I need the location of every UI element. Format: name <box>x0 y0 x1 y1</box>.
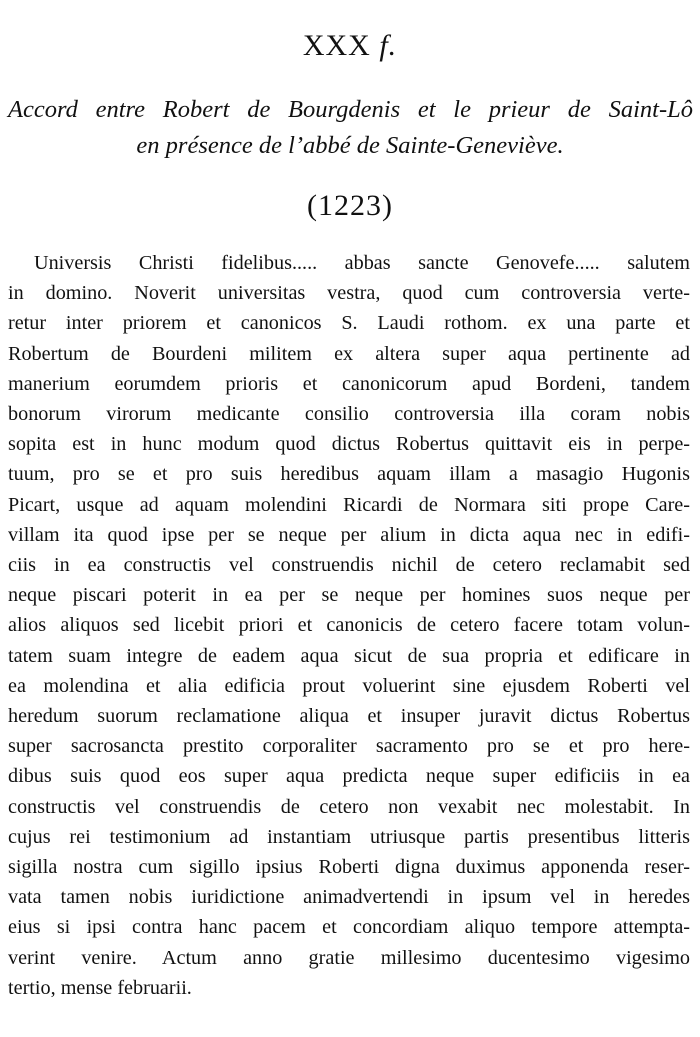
body-line: sopita est in hunc modum quod dictus Robertus quittavit eis in perpe- <box>8 433 690 456</box>
body-line: Picart, usque ad aquam molendini Ricardi de Normara siti prope Care- <box>8 493 690 516</box>
document-title-line-1: Accord entre Robert de Bourgdenis et le prieur de Saint-Lô <box>8 96 693 123</box>
document-title <box>0 92 700 164</box>
body-line: bonorum virorum medicante consilio controversia illa coram nobis <box>8 403 690 426</box>
document-number-suffix: f. <box>379 29 398 62</box>
body-line: alios aliquos sed licebit priori et canonicis de cetero facere totam volun- <box>8 614 690 637</box>
document-body <box>8 248 690 1003</box>
body-line: neque piscari poterit in ea per se neque per homines suos neque per <box>8 584 690 607</box>
body-line: tertio, mense februarii. <box>8 976 192 999</box>
body-line: manerium eorumdem prioris et canonicorum apud Bordeni, tandem <box>8 372 690 395</box>
body-line: ciis in ea constructis vel construendis nichil de cetero reclamabit sed <box>8 554 690 577</box>
body-line: cujus rei testimonium ad instantiam utriusque partis presentibus litteris <box>8 825 690 848</box>
body-line: constructis vel construendis de cetero non vexabit nec molestabit. In <box>8 795 690 818</box>
body-line: retur inter priorem et canonicos S. Laudi rothom. ex una parte et <box>8 312 690 335</box>
body-line: sigilla nostra cum sigillo ipsius Roberti digna duximus apponenda reser- <box>8 856 690 879</box>
body-line: in domino. Noverit universitas vestra, quod cum controversia verte- <box>8 282 690 305</box>
body-line: heredum suorum reclamatione aliqua et insuper juravit dictus Robertus <box>8 705 690 728</box>
body-line: vata tamen nobis iuridictione animadvertendi in ipsum vel in heredes <box>8 886 690 909</box>
body-line: Robertum de Bourdeni militem ex altera super aqua pertinente ad <box>8 342 690 365</box>
document-number-roman: XXX <box>302 29 371 62</box>
body-line: tuum, pro se et pro suis heredibus aquam illam a masagio Hugonis <box>8 463 690 486</box>
body-line: verint venire. Actum anno gratie millesimo ducentesimo vigesimo <box>8 946 690 969</box>
body-line: eius si ipsi contra hanc pacem et concordiam aliquo tempore attempta- <box>8 916 690 939</box>
document-number <box>0 28 700 64</box>
body-line: ea molendina et alia edificia prout voluerint sine ejusdem Roberti vel <box>8 674 690 697</box>
body-line: dibus suis quod eos super aqua predicta neque super edificiis in ea <box>8 765 690 788</box>
document-title-line-2: en présence de l’abbé de Sainte-Geneviève. <box>136 132 564 159</box>
body-line: super sacrosancta prestito corporaliter sacramento pro se et pro here- <box>8 735 690 758</box>
body-line: Universis Christi fidelibus..... abbas sancte Genovefe..... salutem <box>34 252 690 274</box>
body-line: tatem suam integre de eadem aqua sicut de sua propria et edificare in <box>8 644 690 667</box>
body-line: villam ita quod ipse per se neque per alium in dicta aqua nec in edifi- <box>8 523 690 546</box>
document-date: (1223) <box>307 189 393 222</box>
